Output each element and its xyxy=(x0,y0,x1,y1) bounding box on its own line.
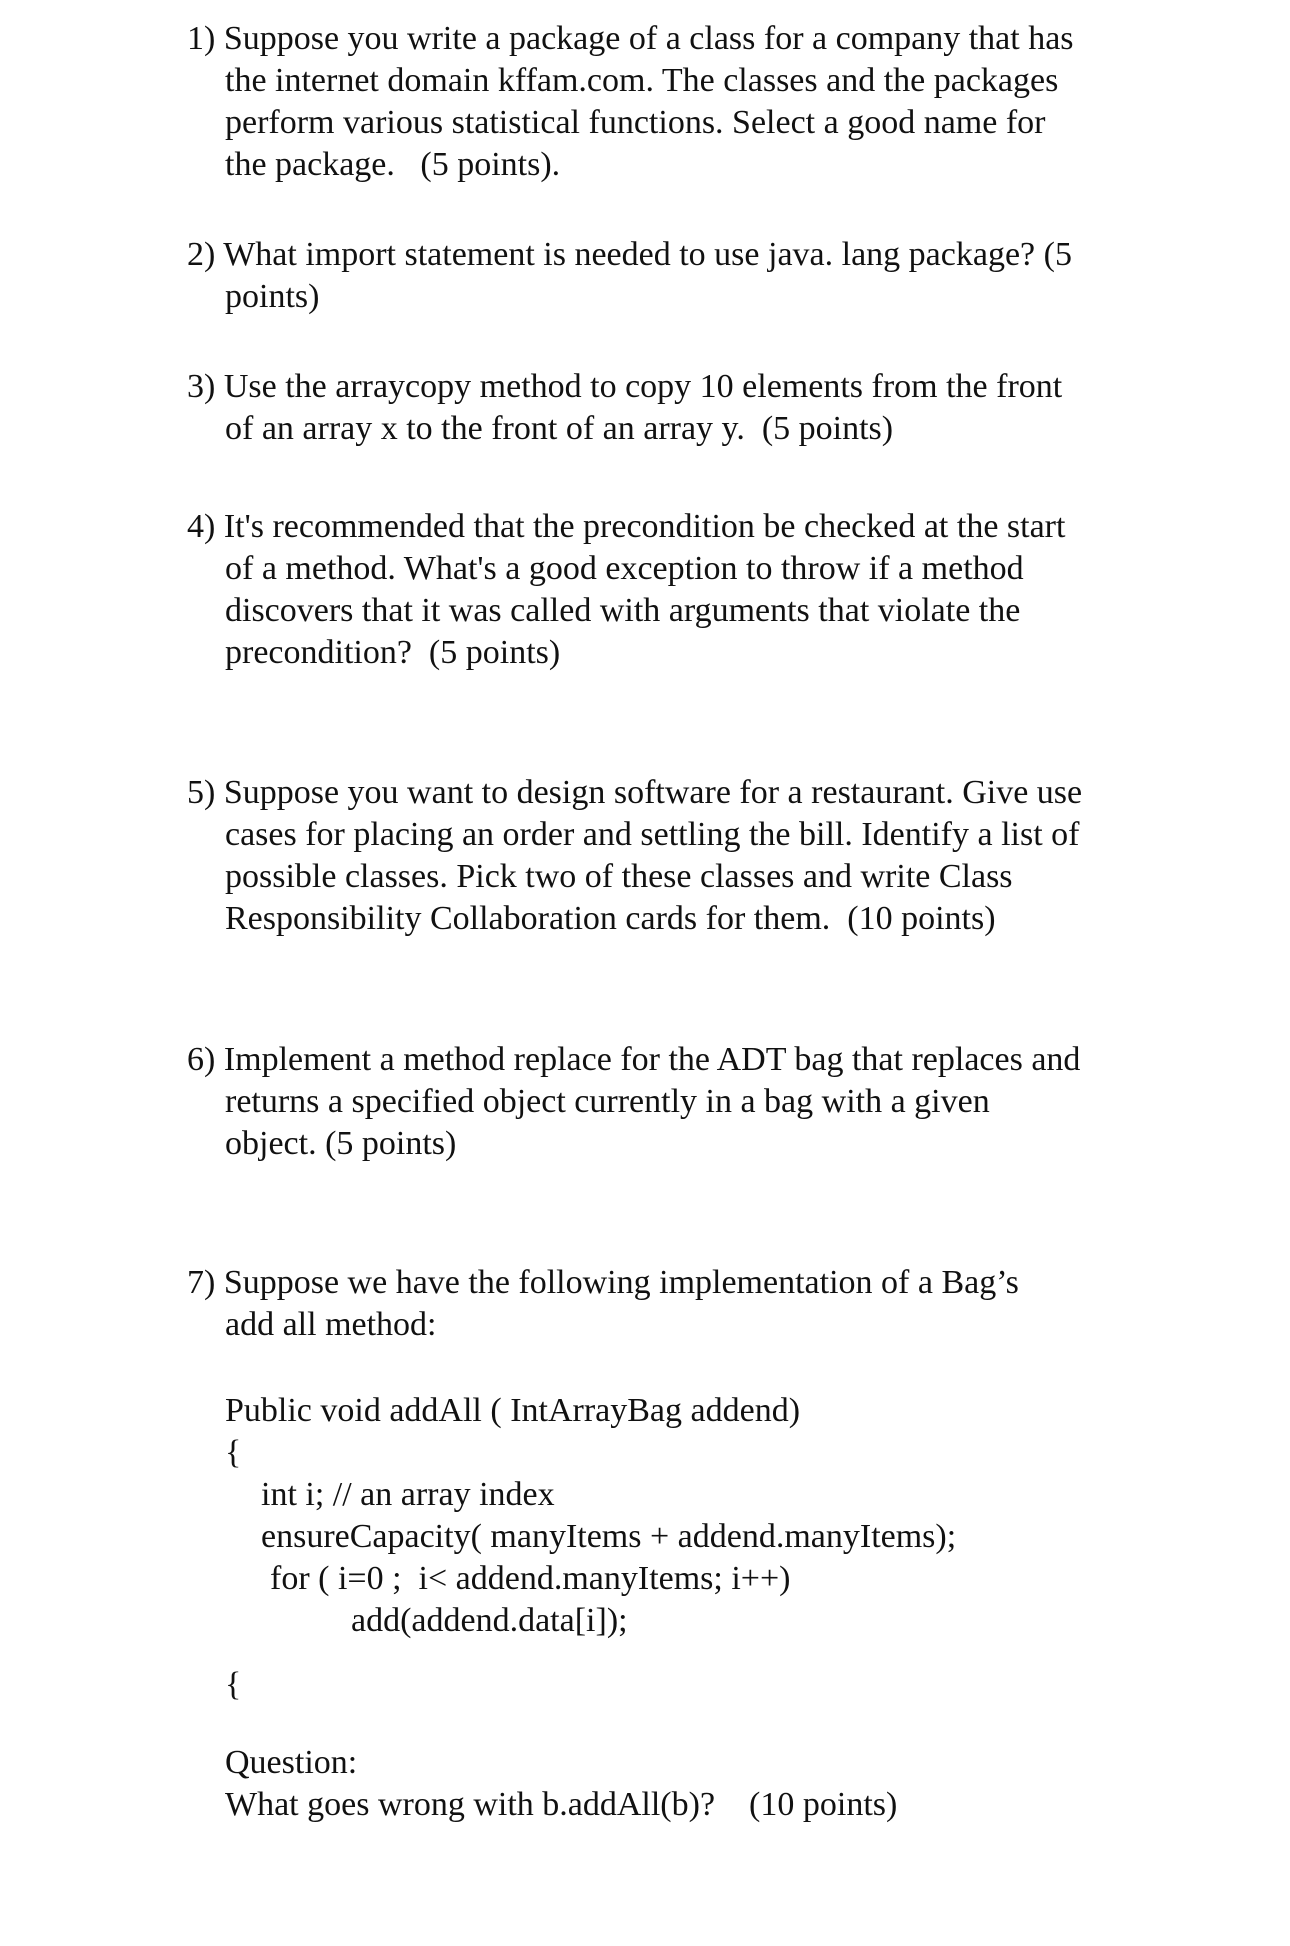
question-1-line-1: 1) Suppose you write a package of a class for a company that has xyxy=(187,20,1074,57)
final-question-text: What goes wrong with b.addAll(b)? (10 points) xyxy=(225,1786,898,1823)
question-6-line-3: object. (5 points) xyxy=(225,1125,457,1162)
question-3-line-2: of an array x to the front of an array y. (5 points) xyxy=(225,410,894,447)
question-1-line-3: perform various statistical functions. Select a good name for xyxy=(225,104,1046,141)
question-1 xyxy=(187,18,1147,186)
question-4-line-1: 4) It's recommended that the precondition be checked at the start xyxy=(187,508,1066,545)
question-2-line-1: 2) What import statement is needed to use java. lang package? (5 xyxy=(187,236,1072,273)
final-question-label: Question: xyxy=(225,1744,358,1781)
question-5-line-4: Responsibility Collaboration cards for them. (10 points) xyxy=(225,900,996,937)
question-1-line-4: the package. (5 points). xyxy=(225,146,561,183)
question-4-line-4: precondition? (5 points) xyxy=(225,634,561,671)
question-2 xyxy=(187,234,1147,318)
question-3 xyxy=(187,366,1147,450)
code-signature: Public void addAll ( IntArrayBag addend) xyxy=(225,1392,801,1429)
code-ensure-capacity: ensureCapacity( manyItems + addend.manyItems); xyxy=(261,1518,957,1555)
question-4-line-3: discovers that it was called with arguments that violate the xyxy=(225,592,1021,629)
question-7-line-1: 7) Suppose we have the following implementation of a Bag’s xyxy=(187,1264,1019,1301)
question-4 xyxy=(187,506,1147,674)
code-block xyxy=(225,1390,1125,1706)
question-4-line-2: of a method. What's a good exception to throw if a method xyxy=(225,550,1024,587)
code-open-brace: { xyxy=(225,1434,242,1471)
code-declaration: int i; // an array index xyxy=(261,1476,555,1513)
question-2-line-2: points) xyxy=(225,278,320,315)
question-3-line-1: 3) Use the arraycopy method to copy 10 elements from the front xyxy=(187,368,1063,405)
code-add-call: add(addend.data[i]); xyxy=(351,1602,628,1639)
question-7-line-2: add all method: xyxy=(225,1306,437,1343)
question-6 xyxy=(187,1039,1147,1165)
final-question xyxy=(225,1742,1125,1826)
question-5-line-3: possible classes. Pick two of these classes and write Class xyxy=(225,858,1013,895)
question-5-line-1: 5) Suppose you want to design software for a restaurant. Give use xyxy=(187,774,1083,811)
question-5 xyxy=(187,772,1147,940)
question-1-line-2: the internet domain kffam.com. The classes and the packages xyxy=(225,62,1059,99)
question-5-line-2: cases for placing an order and settling the bill. Identify a list of xyxy=(225,816,1080,853)
question-7 xyxy=(187,1262,1147,1346)
code-close-brace: { xyxy=(225,1666,242,1703)
question-6-line-2: returns a specified object currently in a bag with a given xyxy=(225,1083,990,1120)
question-6-line-1: 6) Implement a method replace for the ADT bag that replaces and xyxy=(187,1041,1081,1078)
code-for-loop: for ( i=0 ; i< addend.manyItems; i++) xyxy=(270,1560,791,1597)
